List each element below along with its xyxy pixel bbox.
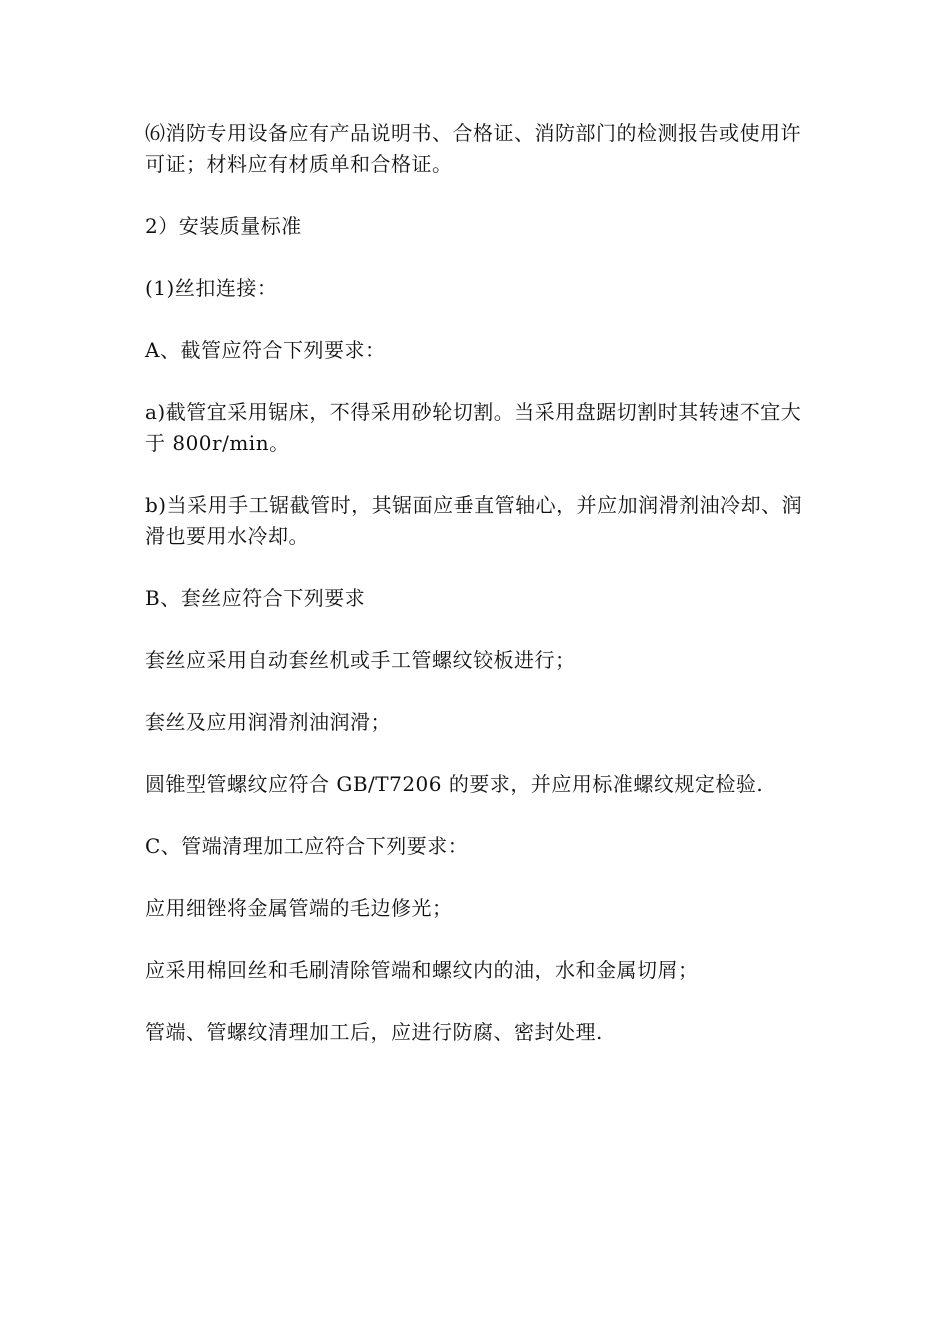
heading-threading: B、套丝应符合下列要求	[145, 586, 366, 610]
paragraph-fire-equipment-docs: ⑹消防专用设备应有产品说明书、合格证、消防部门的检测报告或使用许可证；材料应有材质单和合格证。	[145, 121, 801, 176]
paragraph-cutting-b: b)当采用手工锯截管时，其锯面应垂直管轴心，并应加润滑剂油冷却、润滑也要用水冷却。	[145, 493, 803, 548]
paragraph-threading-3: 圆锥型管螺纹应符合 GB/T7206 的要求，并应用标准螺纹规定检验.	[145, 772, 764, 796]
paragraph-cleaning-1: 应用细锉将金属管端的毛边修光；	[145, 896, 453, 920]
heading-pipe-end-cleaning: C、管端清理加工应符合下列要求：	[145, 834, 469, 858]
paragraph-cleaning-3: 管端、管螺纹清理加工后，应进行防腐、密封处理.	[145, 1020, 603, 1044]
paragraph-cleaning-2: 应采用棉回丝和毛刷清除管端和螺纹内的油，水和金属切屑；	[145, 958, 699, 982]
paragraph-cutting-a: a)截管宜采用锯床，不得采用砂轮切割。当采用盘踞切割时其转速不宜大于 800r/min。	[145, 400, 802, 455]
paragraph-threading-1: 套丝应采用自动套丝机或手工管螺纹铰板进行；	[145, 648, 576, 672]
document-page	[145, 118, 815, 1079]
heading-threaded-connection: (1)丝扣连接：	[145, 276, 278, 300]
paragraph-threading-2: 套丝及应用润滑剂油润滑；	[145, 710, 391, 734]
heading-installation-quality: 2）安装质量标准	[145, 214, 302, 238]
heading-pipe-cutting: A、截管应符合下列要求：	[145, 338, 386, 362]
